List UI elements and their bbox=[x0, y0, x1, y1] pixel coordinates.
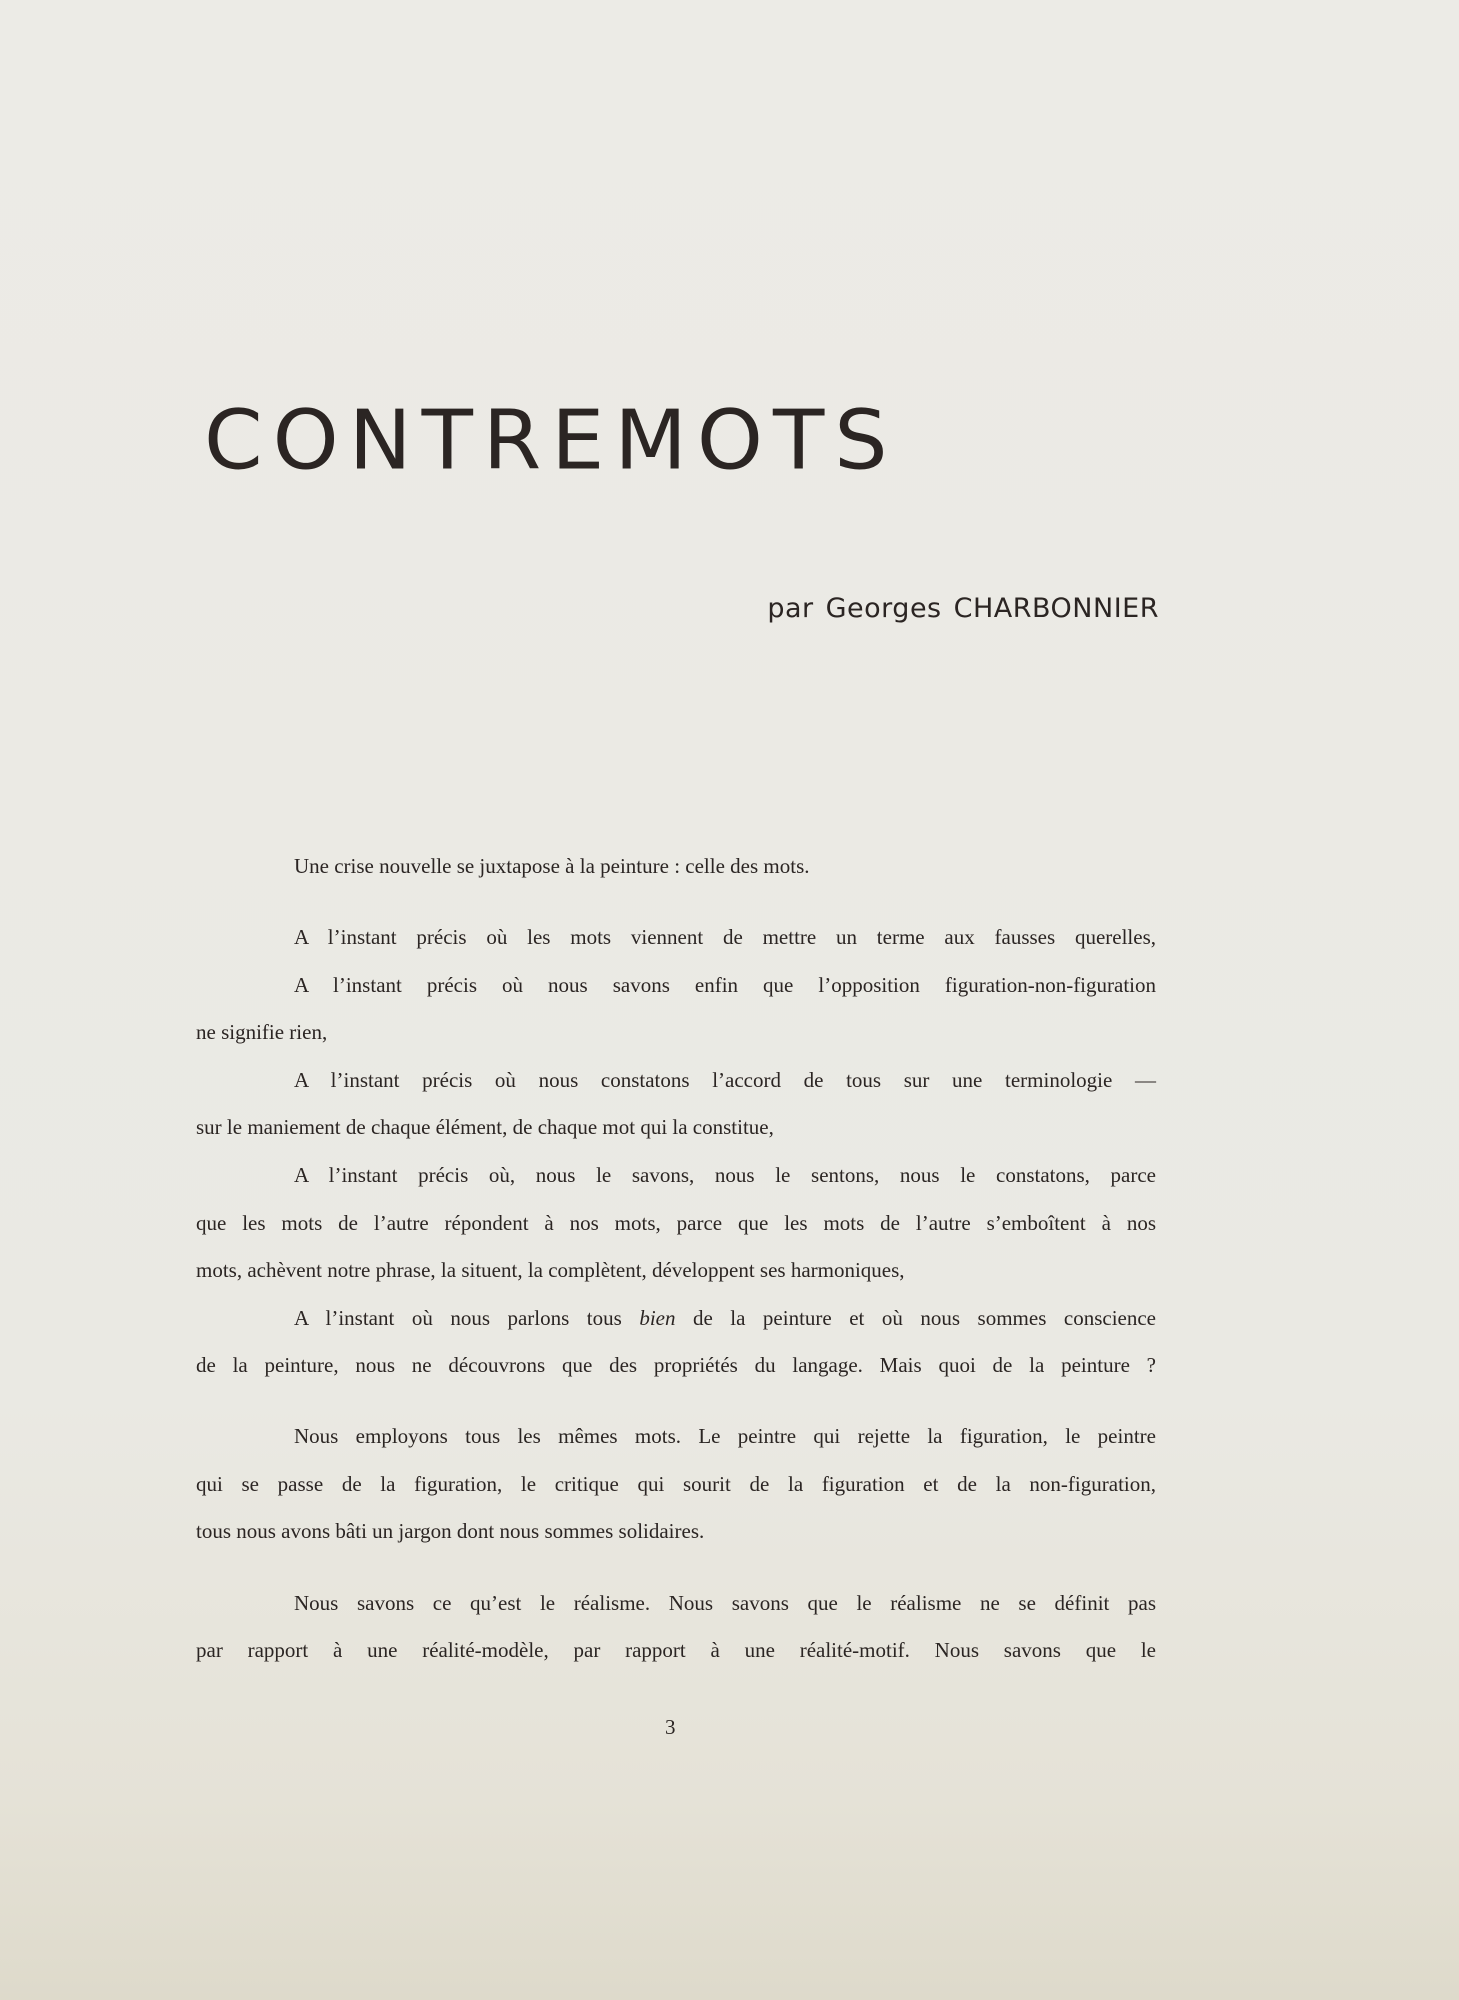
body-line: A l’instant précis où nous constatons l’accord de tous sur une terminologie — bbox=[294, 1068, 1156, 1092]
text-run: de la peinture et où nous sommes conscience bbox=[675, 1306, 1156, 1330]
author-first-name: Georges bbox=[825, 593, 942, 624]
body-line: que les mots de l’autre répondent à nos mots, parce que les mots de l’autre s’emboîtent à nos bbox=[196, 1211, 1156, 1235]
body-line: Nous employons tous les mêmes mots. Le peintre qui rejette la figuration, le peintre bbox=[294, 1424, 1156, 1448]
author-last-name: CHARBONNIER bbox=[953, 593, 1159, 624]
body-line: par rapport à une réalité-modèle, par rapport à une réalité-motif. Nous savons que le bbox=[196, 1638, 1156, 1662]
emphasis-text: bien bbox=[639, 1306, 676, 1330]
body-line: Une crise nouvelle se juxtapose à la peinture : celle des mots. bbox=[294, 854, 810, 878]
body-line: sur le maniement de chaque élément, de chaque mot qui la constitue, bbox=[196, 1115, 774, 1139]
article-title: CONTREMOTS bbox=[204, 391, 898, 489]
body-line: ne signifie rien, bbox=[196, 1020, 328, 1044]
byline-prefix: par bbox=[767, 593, 814, 624]
body-line: tous nous avons bâti un jargon dont nous sommes solidaires. bbox=[196, 1519, 705, 1543]
body-line: de la peinture, nous ne découvrons que des propriétés du langage. Mais quoi de la peinture ? bbox=[196, 1353, 1156, 1377]
body-line: A l’instant précis où les mots viennent de mettre un terme aux fausses querelles, bbox=[294, 925, 1156, 949]
body-line: qui se passe de la figuration, le critique qui sourit de la figuration et de la non-figuration, bbox=[196, 1472, 1156, 1496]
body-line bbox=[294, 1303, 1156, 1333]
page-number: 3 bbox=[665, 1715, 676, 1739]
text-run: A l’instant où nous parlons tous bbox=[294, 1306, 640, 1330]
body-line: A l’instant précis où, nous le savons, nous le sentons, nous le constatons, parce bbox=[294, 1163, 1156, 1187]
body-line: Nous savons ce qu’est le réalisme. Nous savons que le réalisme ne se définit pas bbox=[294, 1591, 1156, 1615]
body-line: mots, achèvent notre phrase, la situent, la complètent, développent ses harmoniques, bbox=[196, 1258, 905, 1282]
author-byline bbox=[767, 593, 1159, 624]
body-line: A l’instant précis où nous savons enfin que l’opposition figuration-non-figuration bbox=[294, 973, 1156, 997]
